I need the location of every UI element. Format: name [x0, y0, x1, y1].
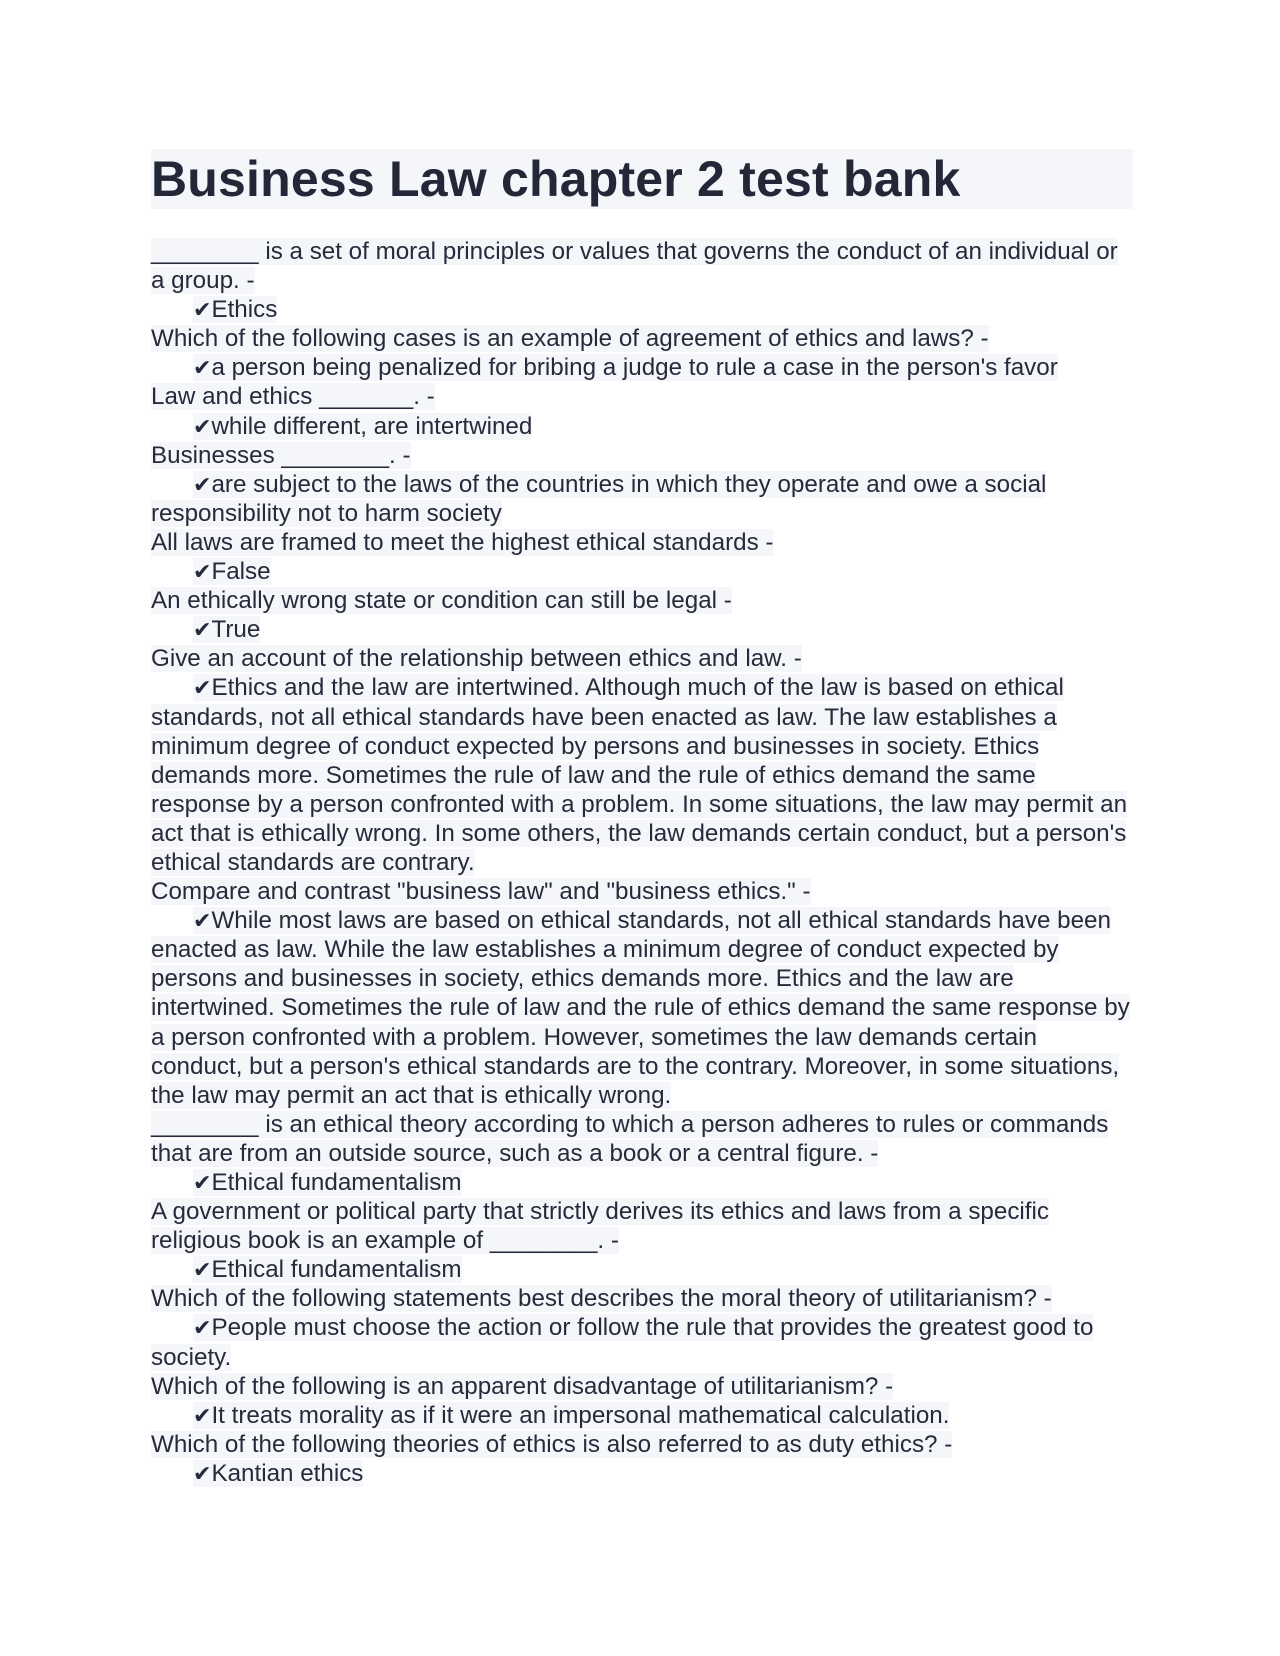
check-icon: ✔: [193, 1402, 212, 1428]
question-text: Law and ethics _______. -: [151, 383, 435, 411]
question: [151, 1430, 1133, 1459]
answer: [151, 1255, 1133, 1284]
question-text: A government or political party that strictly derives its ethics and laws from a specific religious book is an example of ________. -: [151, 1198, 1049, 1255]
question: [151, 586, 1133, 615]
answer-text: Ethical fundamentalism: [211, 1256, 462, 1284]
question: [151, 1372, 1133, 1401]
question-text: ________ is an ethical theory according to which a person adheres to rules or commands that are from an outside source, such as a book or a central figure. -: [151, 1110, 1109, 1167]
question: [151, 1110, 1133, 1168]
question-text: Which of the following statements best describes the moral theory of utilitarianism? -: [151, 1285, 1052, 1313]
question: [151, 877, 1133, 906]
answer-text: Ethical fundamentalism: [211, 1169, 462, 1196]
answer: [151, 353, 1133, 382]
check-icon: ✔: [193, 1315, 212, 1341]
answer-text: Ethics: [211, 296, 278, 324]
question: [151, 324, 1133, 353]
question: [151, 644, 1133, 673]
question-text: Which of the following cases is an example of agreement of ethics and laws? -: [151, 325, 989, 353]
answer-text: a person being penalized for bribing a judge to rule a case in the person's favor: [211, 354, 1058, 382]
check-icon: ✔: [193, 559, 212, 585]
check-icon: ✔: [193, 297, 212, 323]
check-icon: ✔: [193, 471, 212, 497]
answer: [151, 1459, 1133, 1488]
question-text: Businesses ________. -: [151, 441, 411, 469]
answer-text: while different, are intertwined: [211, 412, 533, 440]
question-text: Which of the following theories of ethics is also referred to as duty ethics? -: [151, 1430, 953, 1458]
answer-text: True: [211, 616, 261, 644]
check-icon: ✔: [193, 1257, 212, 1283]
question-text: Compare and contrast "business law" and "business ethics." -: [151, 878, 811, 906]
question-text: An ethically wrong state or condition can still be legal -: [151, 587, 732, 615]
document-page: [151, 149, 1133, 1488]
answer-text: It treats morality as if it were an impersonal mathematical calculation.: [211, 1401, 950, 1429]
question: [151, 1284, 1133, 1313]
question-text: Give an account of the relationship between ethics and law. -: [151, 645, 802, 673]
answer-text: Kantian ethics: [211, 1459, 364, 1487]
check-icon: ✔: [193, 617, 212, 643]
answer-text: While most laws are based on ethical standards, not all ethical standards have been enacted as law. While the law establishes a minimum degree of conduct expected by persons and businesses in society, ethics demands more. Ethics and the law are intertwined. Sometimes the rule of law and the rule of ethics demand the same response by a person confronted with a problem. However, sometimes the law demands certain conduct, but a person's ethical standards are to the contrary. Moreover, in some situations, the law may permit an act that is ethically wrong.: [151, 907, 1130, 1109]
question-list: [151, 237, 1133, 1488]
answer: [151, 557, 1133, 586]
answer: [151, 412, 1133, 441]
question: [151, 441, 1133, 470]
answer: [151, 1401, 1133, 1430]
answer-text: False: [211, 558, 271, 586]
question: [151, 382, 1133, 411]
check-icon: ✔: [193, 413, 212, 439]
question: [151, 237, 1133, 295]
answer: [151, 673, 1133, 877]
answer-text: People must choose the action or follow the rule that provides the greatest good to society.: [151, 1314, 1094, 1371]
question-text: ________ is a set of moral principles or values that governs the conduct of an individual or a group. -: [151, 238, 1118, 295]
answer: [151, 1168, 1133, 1197]
page-title: Business Law chapter 2 test bank: [151, 149, 1133, 209]
question-text: Which of the following is an apparent disadvantage of utilitarianism? -: [151, 1372, 894, 1400]
answer: [151, 615, 1133, 644]
check-icon: ✔: [193, 675, 212, 701]
answer: [151, 1313, 1133, 1371]
answer-text: are subject to the laws of the countries in which they operate and owe a social responsibility not to harm society: [151, 470, 1047, 527]
answer-text: Ethics and the law are intertwined. Although much of the law is based on ethical standards, not all ethical standards have been enacted as law. The law establishes a minimum degree of conduct expected by persons and businesses in society. Ethics demands more. Sometimes the rule of law and the rule of ethics demand the same response by a person confronted with a problem. In some situations, the law may permit an act that is ethically wrong. In some others, the law demands certain conduct, but a person's ethical standards are contrary.: [151, 674, 1128, 876]
question: [151, 1197, 1133, 1255]
answer: [151, 470, 1133, 528]
check-icon: ✔: [193, 1170, 212, 1195]
check-icon: ✔: [193, 1460, 212, 1486]
answer: [151, 295, 1133, 324]
question-text: All laws are framed to meet the highest ethical standards -: [151, 528, 774, 556]
check-icon: ✔: [193, 355, 212, 381]
question: [151, 528, 1133, 557]
check-icon: ✔: [193, 908, 212, 934]
answer: [151, 906, 1133, 1110]
